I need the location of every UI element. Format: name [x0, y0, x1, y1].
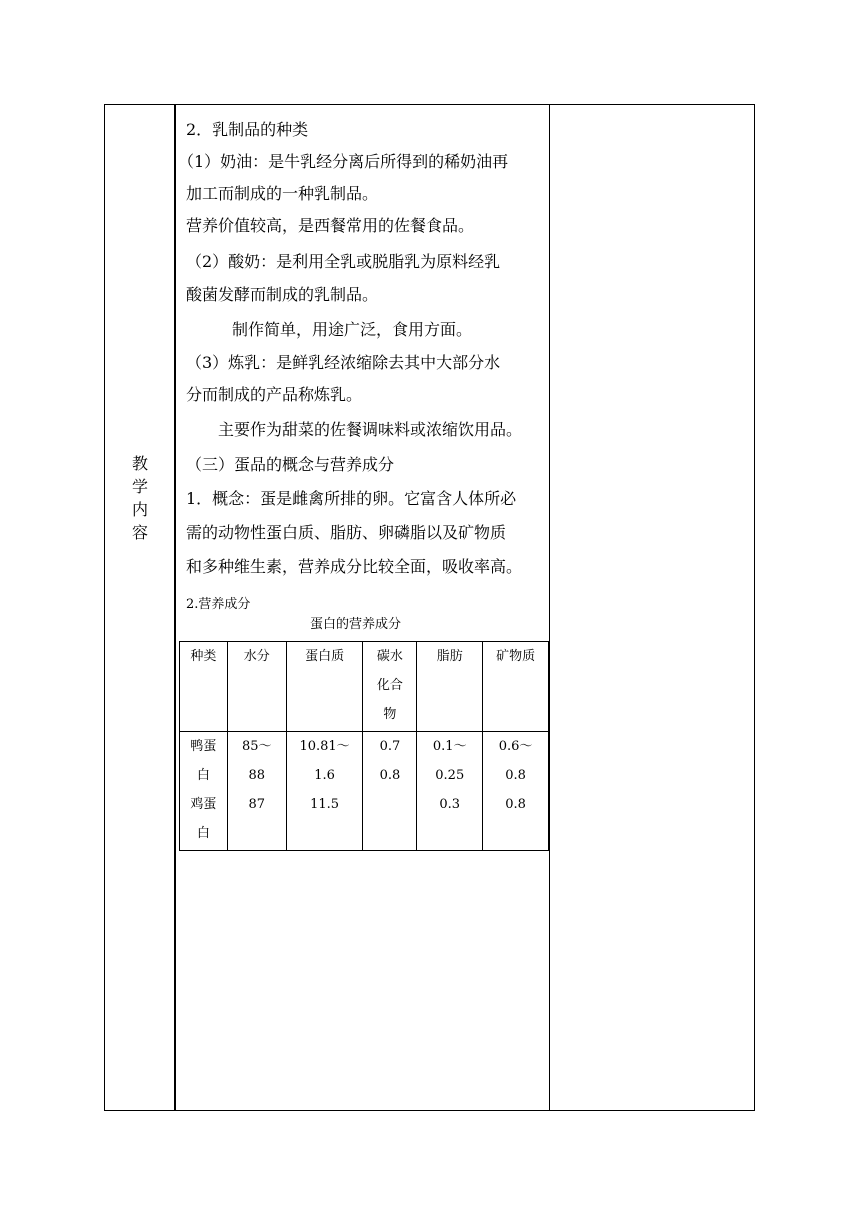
table-row: [180, 732, 549, 851]
column-divider-right: [549, 104, 550, 1111]
text-line: 和多种维生素，营养成分比较全面，吸收率高。: [186, 557, 523, 576]
heading-egg-products: （三）蛋品的概念与营养成分: [186, 455, 395, 474]
text-line: （1）奶油：是牛乳经分离后所得到的稀奶油再: [178, 152, 509, 171]
text-line: 加工而制成的一种乳制品。: [186, 184, 379, 203]
header-cell: 脂肪: [417, 642, 483, 732]
header-cell: 碳水 化合 物: [363, 642, 417, 732]
text-line: 分而制成的产品称炼乳。: [186, 385, 363, 404]
text-line: 制作简单，用途广泛，食用方面。: [232, 320, 473, 339]
side-label-char: 教: [131, 454, 148, 473]
table-cell: 鸭蛋 白 鸡蛋 白: [180, 732, 228, 851]
side-label-teaching-content: [128, 452, 152, 544]
text-line: （2）酸奶：是利用全乳或脱脂乳为原料经乳: [186, 252, 501, 271]
text-line: 需的动物性蛋白质、脂肪、卵磷脂以及矿物质: [186, 523, 507, 542]
side-label-char: 容: [131, 523, 148, 542]
side-label-char: 内: [131, 500, 148, 519]
table-cell: 0.6～ 0.8 0.8: [483, 732, 549, 851]
table-header-row: [180, 642, 549, 732]
text-line: 主要作为甜菜的佐餐调味料或浓缩饮用品。: [218, 420, 523, 439]
text-line: 营养价值较高，是西餐常用的佐餐食品。: [186, 216, 475, 235]
header-cell: 水分: [227, 642, 286, 732]
header-cell: 矿物质: [483, 642, 549, 732]
text-line: 1．概念：蛋是雌禽所排的卵。它富含人体所必: [186, 489, 517, 508]
header-cell: 种类: [180, 642, 228, 732]
table-cell: 0.7 0.8: [363, 732, 417, 851]
header-cell: 蛋白质: [286, 642, 363, 732]
heading-dairy-types: 2．乳制品的种类: [186, 120, 309, 139]
text-line: 酸菌发酵而制成的乳制品。: [186, 285, 379, 304]
table-cell: 10.81～ 1.6 11.5: [286, 732, 363, 851]
subheading-nutrition: 2.营养成分: [186, 597, 251, 612]
table-cell: 85～ 88 87: [227, 732, 286, 851]
table-caption: 蛋白的营养成分: [310, 617, 402, 632]
text-line: （3）炼乳：是鲜乳经浓缩除去其中大部分水: [186, 353, 501, 372]
column-divider-left: [174, 104, 176, 1111]
side-label-char: 学: [131, 477, 148, 496]
table-cell: 0.1～ 0.25 0.3: [417, 732, 483, 851]
nutrition-table: [179, 641, 549, 851]
